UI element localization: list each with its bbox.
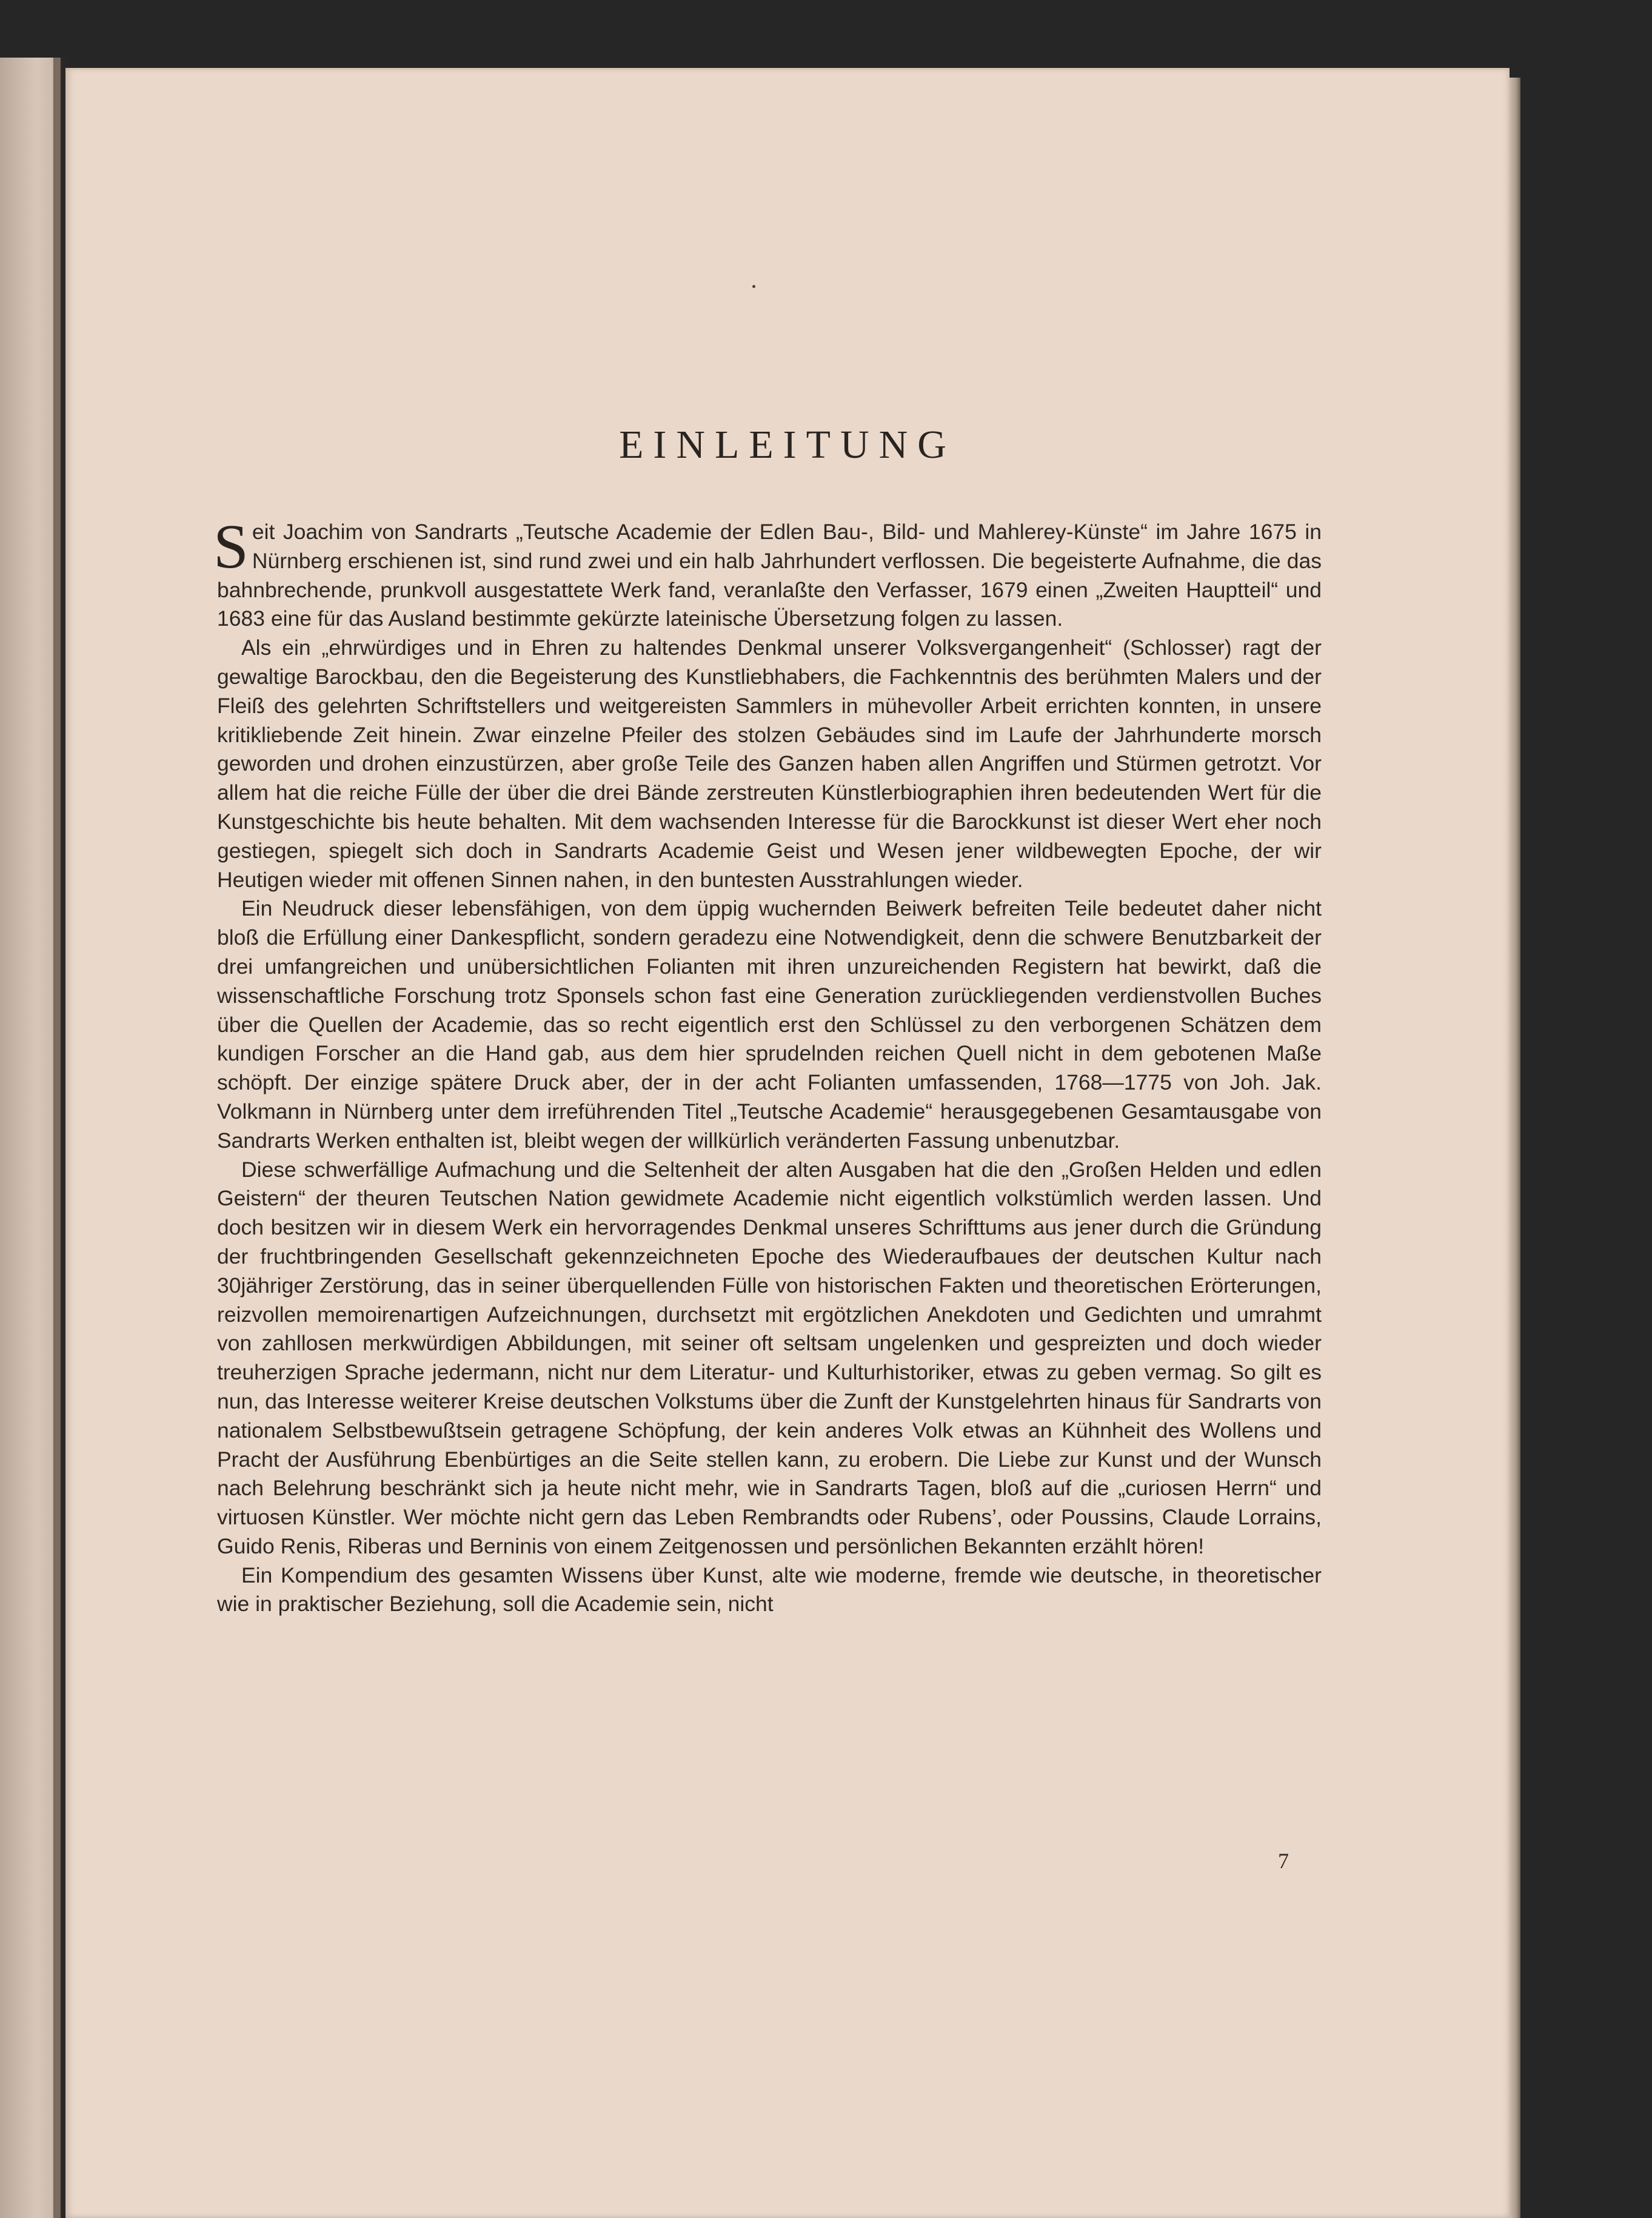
page-stack-edge xyxy=(1510,78,1520,2218)
page-number: 7 xyxy=(1278,1849,1289,1873)
paragraph-1 xyxy=(213,512,1322,634)
paragraph-4: Diese schwerfällige Aufmachung und die Seltenheit der alten Ausgaben hat die den „Großen Helden und edlen Geistern“ der theuren Teutschen Nation gewidmete Academie nicht eigentlich volkstümlich werden lassen. Und doch besitzen wir in diesem Werk ein hervorragendes Denkmal unseres Schrifttums aus jener durch die Gründung der fruchtbringenden Gesellschaft gekennzeichneten Epoche des Wiederaufbaues der deutschen Kultur nach 30jähriger Zerstörung, das in seiner überquellenden Fülle von historischen Fakten und theoretischen Erörterungen, reizvollen memoirenartigen Aufzeichnungen, durchsetzt mit ergötzlichen Anekdoten und Gedichten und umrahmt von zahllosen merkwürdigen Abbildungen, mit seiner oft seltsam ungelenken und gespreizten und doch wieder treuherzigen Sprache jedermann, nicht nur dem Literatur- und Kulturhistoriker, etwas zu geben vermag. So gilt es nun, das Interesse weiterer Kreise deutschen Volkstums über die Zunft der Kunstgelehrten hinaus für Sandrarts von nationalem Selbstbewußtsein getragene Schöpfung, der kein anderes Volk etwas an Kühnheit des Wollens und Pracht der Ausführung Ebenbürtiges an die Seite stellen kann, zu erobern. Die Liebe zur Kunst und der Wunsch nach Belehrung beschränkt sich ja heute nicht mehr, wie in Sandrarts Tagen, bloß auf die „curiosen Herrn“ und virtuosen Künstler. Wer möchte nicht gern das Leben Rembrandts oder Rubens’, oder Poussins, Claude Lorrains, Guido Renis, Riberas und Berninis von einem Zeitgenossen und persönlichen Bekannten erzählt hören! xyxy=(217,1157,1322,1558)
paragraph-3: Ein Neudruck dieser lebensfähigen, von dem üppig wuchernden Beiwerk befreiten Teile bedeutet daher nicht bloß die Erfüllung einer Dankespflicht, sondern geradezu eine Notwendigkeit, denn die schwere Benutzbarkeit der drei umfangreichen und unübersichtlichen Folianten mit ihren unzureichenden Registern hat bewirkt, daß die wissenschaftliche Forschung trotz Sponsels schon fast eine Generation zurückliegenden verdienstvollen Buches über die Quellen der Academie, das so recht eigentlich erst den Schlüssel zu den verborgenen Schätzen dem kundigen Forscher an die Hand gab, aus dem hier sprudelnden reichen Quell nicht in dem gebotenen Maße schöpft. Der einzige spätere Druck aber, der in der acht Folianten umfassenden, 1768—1775 von Joh. Jak. Volkmann in Nürnberg unter dem irreführenden Titel „Teutsche Academie“ herausgegebenen Gesamtausgabe von Sandrarts Werken enthalten ist, bleibt wegen der willkürlich veränderten Fassung unbenutzbar. xyxy=(217,896,1322,1153)
facing-page-edge xyxy=(0,58,61,2218)
book-page xyxy=(65,68,1510,2218)
drop-cap-initial: S xyxy=(213,512,249,581)
ink-speck xyxy=(752,285,755,288)
paragraph-2: Als ein „ehrwürdiges und in Ehren zu haltendes Denkmal unserer Volksvergangenheit“ (Schlosser) ragt der gewaltige Barockbau, den die Begeisterung des Kunstliebhabers, die Fachkenntnis des berühmten Malers und der Fleiß des gelehrten Schriftstellers und weitgereisten Sammlers in mühevoller Arbeit errichten konnten, in unsere kritikliebende Zeit hinein. Zwar einzelne Pfeiler des stolzen Gebäudes sind im Laufe der Jahrhunderte morsch geworden und drohen einzustürzen, aber große Teile des Ganzen haben allen Angriffen und Stürmen getrotzt. Vor allem hat die reiche Fülle der über die drei Bände zerstreuten Künstlerbiographien ihren bedeutenden Wert für die Kunstgeschichte bis heute behalten. Mit dem wachsenden Interesse für die Barockkunst ist dieser Wert eher noch gestiegen, spiegelt sich doch in Sandrarts Academie Geist und Wesen jener wildbewegten Epoche, der wir Heutigen wieder mit offenen Sinnen nahen, in den buntesten Ausstrahlungen wieder. xyxy=(217,635,1322,892)
body-text xyxy=(213,512,1322,1619)
page-title: EINLEITUNG xyxy=(619,423,956,467)
paragraph-1-text: eit Joachim von Sandrarts „Teutsche Academie der Edlen Bau-, Bild- und Mahlerey-Künste“ im Jahre 1675 in Nürnberg erschienen ist, sind rund zwei und ein halb Jahrhundert verflossen. Die begeisterte Aufnahme, die das bahnbrechende, prunkvoll ausgestattete Werk fand, veranlaßte den Verfasser, 1679 einen „Zweiten Hauptteil“ und 1683 eine für das Ausland bestimmte gekürzte lateinische Übersetzung folgen zu lassen. xyxy=(217,520,1322,631)
paragraph-5: Ein Kompendium des gesamten Wissens über Kunst, alte wie moderne, fremde wie deutsche, in theoretischer wie in praktischer Beziehung, soll die Academie sein, nicht xyxy=(217,1563,1322,1617)
